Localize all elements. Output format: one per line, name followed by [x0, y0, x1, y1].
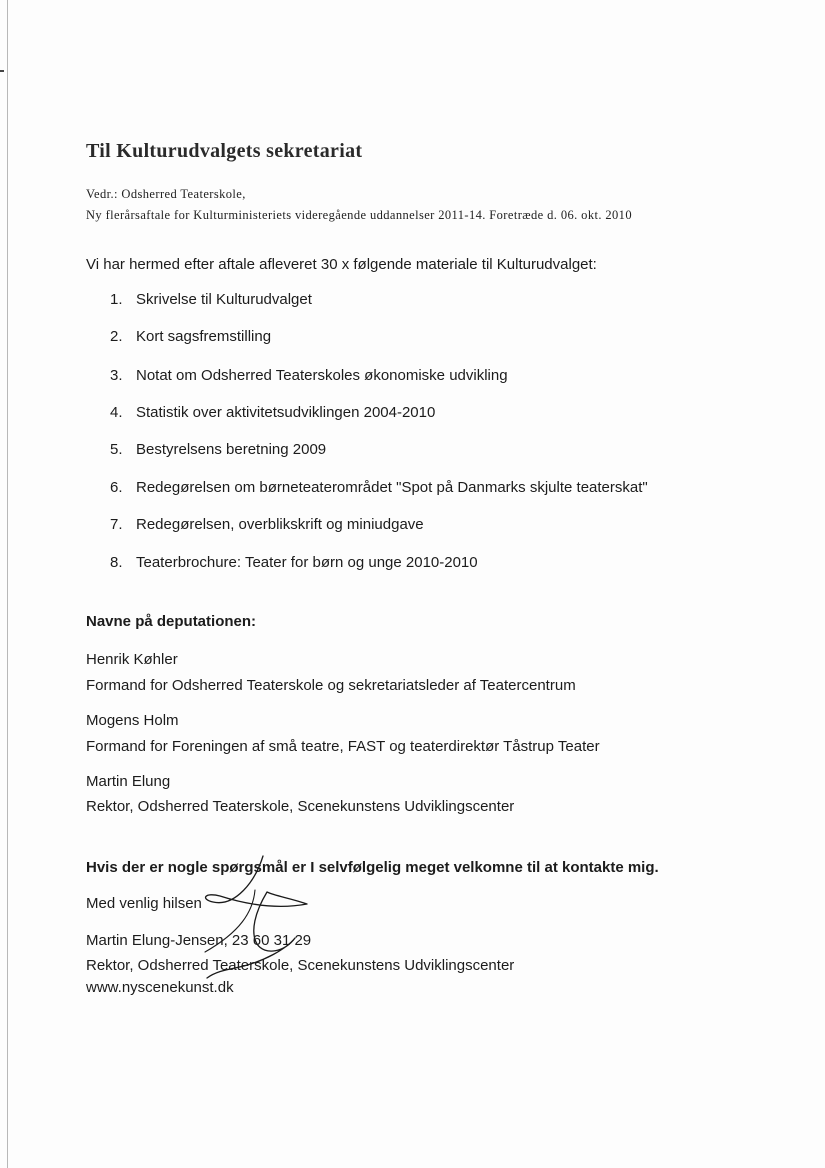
intro-text: Vi har hermed efter aftale afleveret 30 x følgende materiale til Kulturudvalget: [86, 256, 597, 273]
list-item-number: 2. [110, 328, 123, 345]
list-item [110, 516, 424, 533]
list-item-text: Statistik over aktivitetsudviklingen 2004-2010 [136, 404, 436, 421]
list-item-text: Skrivelse til Kulturudvalget [136, 291, 312, 308]
list-item [110, 404, 435, 421]
list-item-text: Redegørelsen, overblikskrift og miniudgave [136, 516, 424, 533]
member-name: Henrik Køhler [86, 651, 178, 668]
list-item [110, 328, 271, 345]
website: www.nyscenekunst.dk [86, 979, 234, 996]
member-role: Formand for Odsherred Teaterskole og sekretariatsleder af Teatercentrum [86, 677, 576, 694]
deputation-heading: Navne på deputationen: [86, 613, 257, 630]
list-item-text: Notat om Odsherred Teaterskoles økonomiske udvikling [136, 367, 508, 384]
list-item [110, 291, 312, 308]
list-item [110, 479, 648, 496]
questions-text: Hvis der er nogle spørgsmål er I selvfølgelig meget velkomne til at kontakte mig. [86, 859, 659, 876]
sender-title: Rektor, Odsherred Teaterskole, Scenekunstens Udviklingscenter [86, 957, 515, 974]
subject-line-1: Vedr.: Odsherred Teaterskole, [86, 187, 246, 201]
subject-line-2: Ny flerårsaftale for Kulturministeriets videregående uddannelser 2011-14. Foretræde d. 06. okt. 2010 [86, 208, 632, 222]
member-role: Formand for Foreningen af små teatre, FAST og teaterdirektør Tåstrup Teater [86, 738, 600, 755]
list-item-number: 3. [110, 367, 123, 384]
list-item-number: 5. [110, 441, 123, 458]
member-name: Mogens Holm [86, 712, 179, 729]
list-item-number: 7. [110, 516, 123, 533]
member-name: Martin Elung [86, 773, 171, 790]
list-item-number: 1. [110, 291, 123, 308]
member-role: Rektor, Odsherred Teaterskole, Scenekunstens Udviklingscenter [86, 798, 515, 815]
list-item-number: 4. [110, 404, 123, 421]
letter-title: Til Kulturudvalgets sekretariat [86, 140, 363, 162]
list-item [110, 367, 508, 384]
greeting: Med venlig hilsen [86, 895, 202, 912]
list-item-text: Redegørelsen om børneteaterområdet "Spot på Danmarks skjulte teaterskat" [136, 479, 648, 496]
list-item-number: 6. [110, 479, 123, 496]
list-item-text: Kort sagsfremstilling [136, 328, 272, 345]
list-item-text: Bestyrelsens beretning 2009 [136, 441, 327, 458]
handwritten-signature [195, 852, 325, 980]
list-item-text: Teaterbrochure: Teater for børn og unge 2010-2010 [136, 554, 478, 571]
sender-name: Martin Elung-Jensen, 23 60 31 29 [86, 932, 312, 949]
list-item [110, 554, 478, 571]
list-item-number: 8. [110, 554, 123, 571]
list-item [110, 441, 326, 458]
